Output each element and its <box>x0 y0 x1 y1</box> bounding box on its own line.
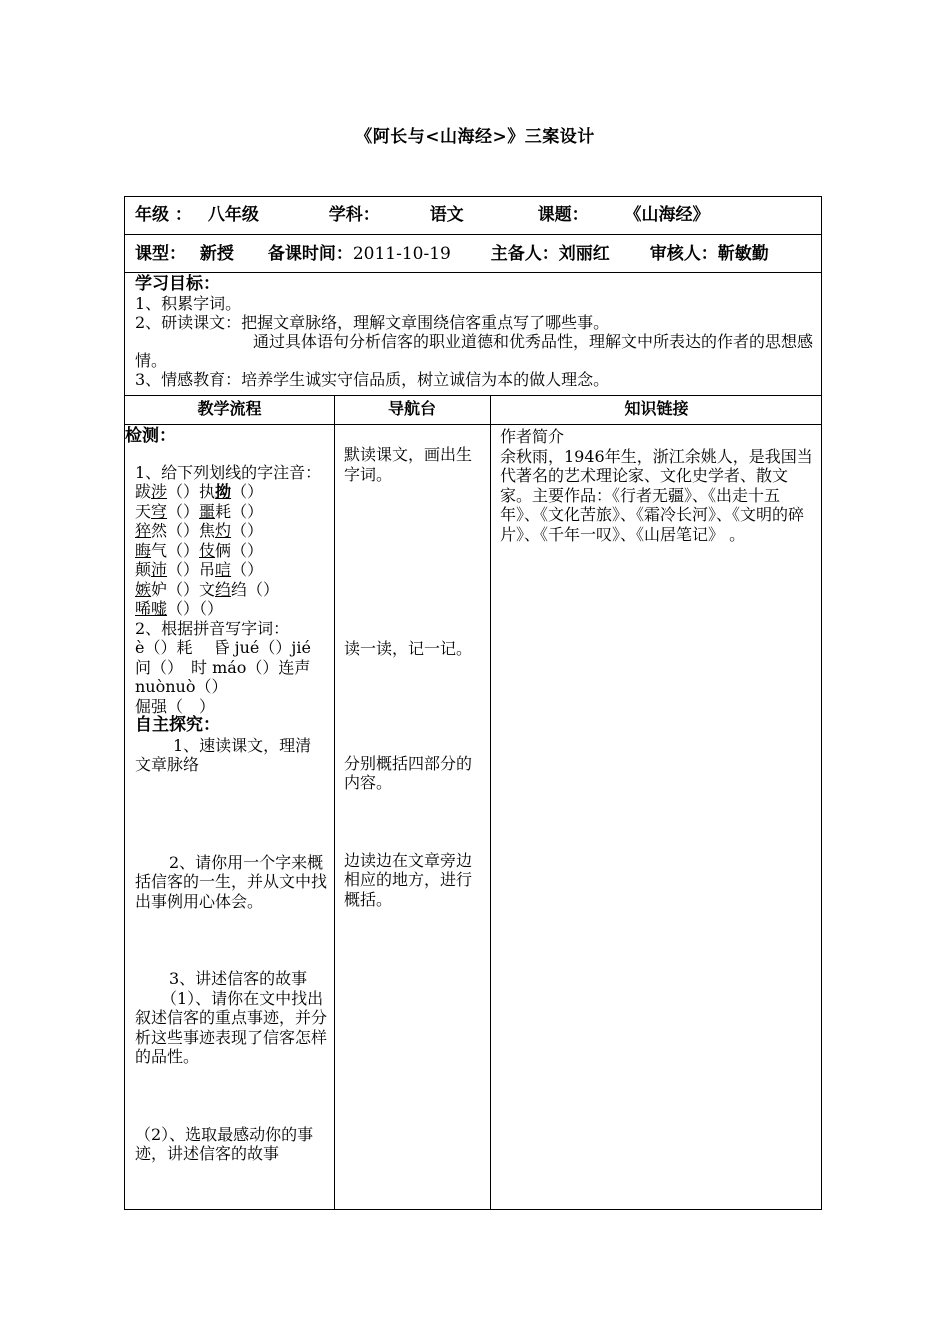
explore-task-2: 2、请你用一个字来概括信客的一生，并从文中找出事例用心体会。 <box>135 852 328 911</box>
type-label: 课型： <box>135 244 186 264</box>
process-column <box>125 427 330 1164</box>
question-2: 2、根据拼音写字词： <box>135 618 290 638</box>
page-title: 《阿长与<山海经>》三案设计 <box>355 127 595 147</box>
author-intro-heading: 作者简介 <box>500 427 565 446</box>
author-value: 刘丽红 <box>558 244 610 264</box>
subject-label: 学科： <box>328 205 380 225</box>
word-line-5: 颠沛（）吊唁（） <box>135 560 264 579</box>
learning-objectives <box>135 275 815 389</box>
objective-3: 3、情感教育：培养学生诚实守信品质，树立诚信为本的做人理念。 <box>135 370 610 389</box>
date-label: 备课时间： <box>267 244 353 264</box>
guide-note-4: 边读边在文章旁边相应的地方，进行概括。 <box>344 850 473 909</box>
explore-task-1: 1、速读课文，理清文章脉络 <box>135 735 312 774</box>
word-line-2: 天穹（）噩耗（） <box>135 501 264 521</box>
row-divider-1 <box>125 234 821 235</box>
column-divider-1 <box>334 395 335 1210</box>
guide-note-3: 分别概括四部分的内容。 <box>344 753 473 792</box>
explore-task-3a: （1）、请你在文中找出叙述信客的重点事迹，并分析这些事迹表现了信客怎样的品性。 <box>135 988 328 1066</box>
column-heading-knowledge: 知识链接 <box>624 399 689 418</box>
grade-value: 八年级 <box>207 205 259 225</box>
column-heading-guide: 导航台 <box>387 399 436 418</box>
word-line-3: 猝然（）焦灼（） <box>135 521 264 540</box>
subject-value: 语文 <box>429 205 464 225</box>
pinyin-line-2: 问（） 时 máo（）连声 <box>135 657 311 677</box>
word-line-7: 唏嘘（）（） <box>135 599 224 618</box>
objective-1: 1、积累字词。 <box>135 294 242 313</box>
row-divider-2 <box>125 272 821 273</box>
word-line-6: 嫉妒（）文绉绉（） <box>135 579 280 599</box>
objective-2b: 通过具体语句分析信客的职业道德和优秀品性，理解文中所表达的作者的思想感情。 <box>135 332 814 370</box>
topic-label: 课题： <box>537 205 589 225</box>
explore-heading: 自主探究： <box>135 715 220 735</box>
pinyin-line-4: 倔强（ ） <box>135 696 216 716</box>
word-line-1: 跋涉（）执拗（） <box>135 482 264 501</box>
row-divider-4 <box>125 424 821 425</box>
objectives-heading: 学习目标： <box>135 274 220 294</box>
header-row-type <box>135 239 769 264</box>
type-value: 新授 <box>199 244 234 264</box>
guide-column <box>344 445 484 909</box>
pinyin-line-1: è（）耗 昏 jué（）jié <box>135 638 311 657</box>
grade-label: 年级 ： <box>135 205 192 225</box>
lesson-plan-table <box>124 196 822 1210</box>
column-divider-2 <box>490 395 491 1210</box>
author-label: 主备人： <box>490 244 559 264</box>
reviewer-label: 审核人： <box>649 244 718 264</box>
reviewer-value: 靳敏勤 <box>717 244 769 264</box>
pinyin-line-3: nuònuò（） <box>135 677 228 696</box>
guide-note-1: 默读课文，画出生字词。 <box>344 445 473 484</box>
check-heading: 检测： <box>125 426 176 446</box>
guide-note-2: 读一读，记一记。 <box>344 639 473 658</box>
topic-value: 《山海经》 <box>624 205 710 225</box>
knowledge-column <box>500 427 816 544</box>
author-intro-body: 余秋雨，1946年生，浙江余姚人，是我国当代著名的艺术理论家、文化史学者、散文家。主要作品：《行者无疆》、《出走十五年》、《文化苦旅》、《霜冷长河》、《文明的碎片》、《千年一叹》、《山居笔记》 。 <box>500 446 813 544</box>
header-row-grade <box>135 200 710 225</box>
word-line-4: 晦气（）伎俩（） <box>135 540 264 560</box>
column-heading-process: 教学流程 <box>197 399 262 418</box>
date-value: 2011-10-19 <box>352 244 451 264</box>
explore-task-3b: （2）、选取最感动你的事迹，讲述信客的故事 <box>135 1124 314 1163</box>
question-1: 1、给下列划线的字注音： <box>135 462 322 482</box>
objective-2: 2、研读课文：把握文章脉络，理解文章围绕信客重点写了哪些事。 <box>135 313 610 332</box>
explore-task-3: 3、讲述信客的故事 <box>169 969 308 988</box>
